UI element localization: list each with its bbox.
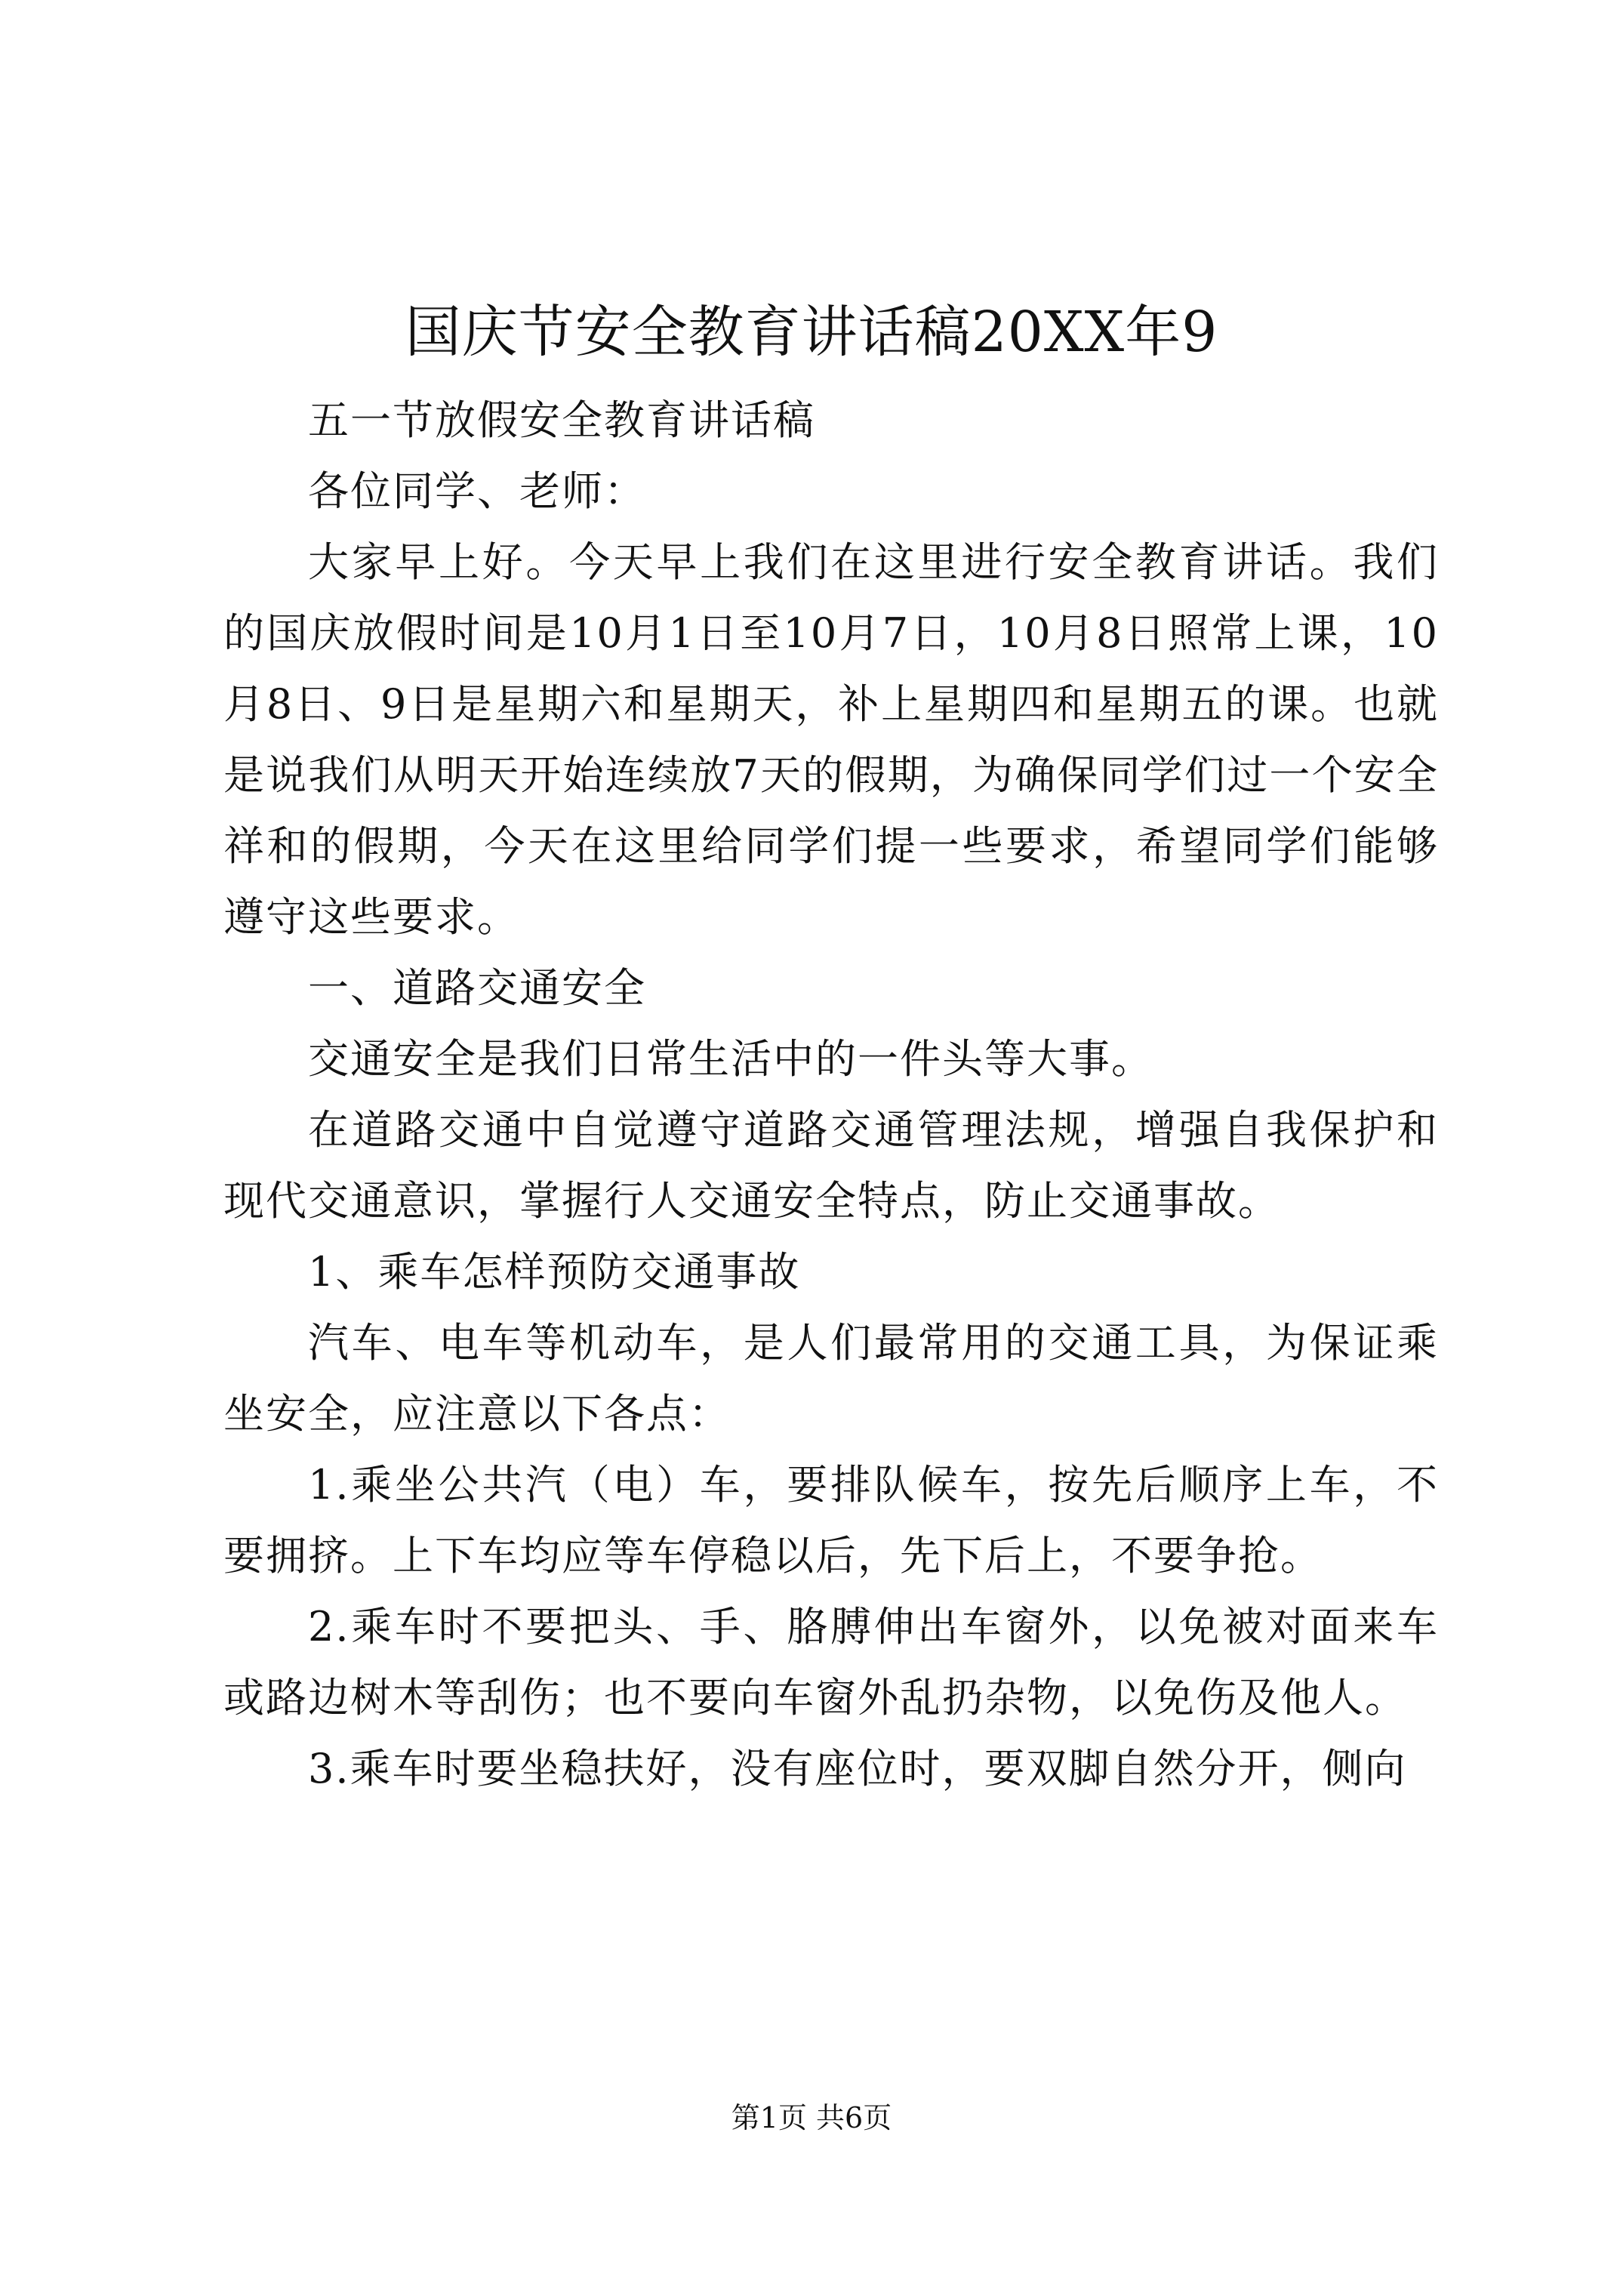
document-title: 国庆节安全教育讲话稿20XX年9: [405, 300, 1218, 365]
document-body: [223, 385, 1439, 1804]
paragraph: 在道路交通中自觉遵守道路交通管理法规，增强自我保护和现代交通意识，掌握行人交通安全特点，防止交通事故。: [223, 1106, 1439, 1225]
list-item: 3.乘车时要坐稳扶好，没有座位时，要双脚自然分开，侧向: [308, 1745, 1407, 1792]
section-heading: 一、道路交通安全: [308, 964, 646, 1012]
paragraph: 交通安全是我们日常生活中的一件头等大事。: [308, 1035, 1153, 1083]
paragraph: 大家早上好。今天早上我们在这里进行安全教育讲话。我们的国庆放假时间是10月1日至10月7日，10月8日照常上课，10月8日、9日是星期六和星期天，补上星期四和星期五的课。也就是说我们从明天开始连续放7天的假期，为确保同学们过一个安全祥和的假期，今天在这里给同学们提一些要求，希望同学们能够遵守这些要求。: [223, 538, 1439, 941]
list-item: 1.乘坐公共汽（电）车，要排队候车，按先后顺序上车，不要拥挤。上下车均应等车停稳以后，先下后上，不要争抢。: [223, 1461, 1439, 1579]
page-number-footer: 第1页 共6页: [731, 2101, 892, 2134]
paragraph: 汽车、电车等机动车，是人们最常用的交通工具，为保证乘坐安全，应注意以下各点：: [223, 1319, 1439, 1438]
subsection-heading: 1、乘车怎样预防交通事故: [308, 1248, 801, 1296]
paragraph: 五一节放假安全教育讲话稿: [308, 396, 815, 444]
paragraph: 各位同学、老师：: [308, 467, 646, 515]
list-item: 2.乘车时不要把头、手、胳膊伸出车窗外，以免被对面来车或路边树木等刮伤；也不要向车窗外乱扔杂物，以免伤及他人。: [223, 1603, 1439, 1721]
